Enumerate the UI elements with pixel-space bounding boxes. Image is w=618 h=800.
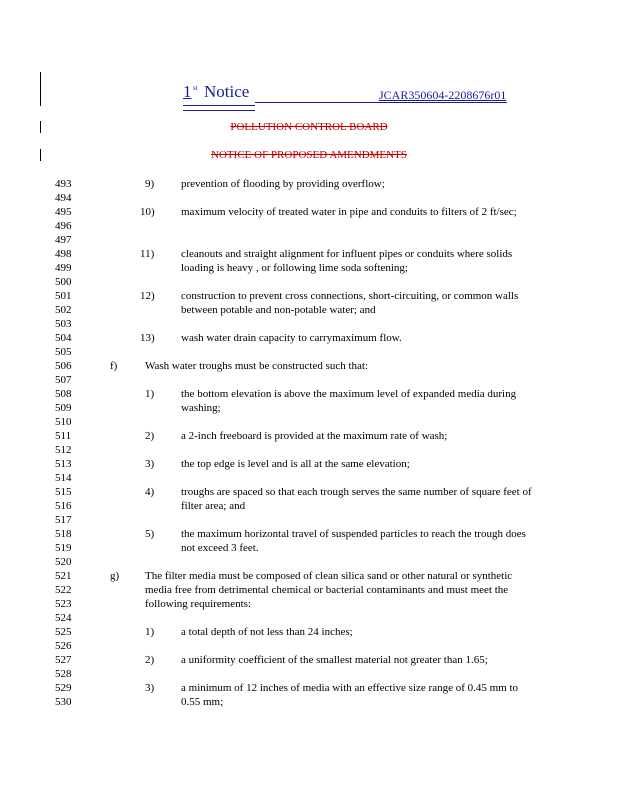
line-number: 515 (55, 486, 72, 498)
line-number: 518 (55, 528, 72, 540)
line-number: 493 (55, 178, 72, 190)
section-marker: f) (110, 360, 118, 372)
line-number: 517 (55, 514, 72, 526)
line-number: 497 (55, 234, 72, 246)
notice-number: 1 (183, 82, 192, 101)
header-double-underline (183, 105, 255, 111)
item-marker: 1) (145, 388, 155, 400)
section-text: Wash water troughs must be constructed such that: (145, 360, 369, 372)
notice-header (183, 82, 523, 112)
item-marker: 11) (140, 248, 155, 260)
line-number: 530 (55, 696, 72, 708)
line-number: 511 (55, 430, 72, 442)
line-number: 495 (55, 206, 72, 218)
item-marker: 1) (145, 626, 155, 638)
item-marker: 3) (145, 682, 155, 694)
line-number: 519 (55, 542, 72, 554)
item-text: prevention of flooding by providing overflow; (181, 178, 385, 190)
notice-superscript: st (193, 84, 198, 92)
item-text: a minimum of 12 inches of media with an effective size range of 0.45 mm to 0.55 mm; (181, 682, 519, 708)
line-number: 513 (55, 458, 72, 470)
item-text: the top edge is level and is all at the same elevation; (181, 458, 410, 470)
item-marker: 9) (145, 178, 155, 190)
item-marker: 3) (145, 458, 155, 470)
item-marker: 13) (140, 332, 155, 344)
item-text: troughs are spaced so that each trough serves the same number of square feet of filter area; and (181, 486, 532, 512)
line-number: 505 (55, 346, 72, 358)
doc-code: JCAR350604-2208676r01 (379, 88, 507, 102)
item-marker: 12) (140, 290, 155, 302)
item-text: wash water drain capacity to carrymaximum flow. (181, 332, 402, 344)
line-number: 528 (55, 668, 72, 680)
line-number: 506 (55, 360, 72, 372)
item-text: a total depth of not less than 24 inches; (181, 626, 353, 638)
line-number: 526 (55, 640, 72, 652)
item-text: cleanouts and straight alignment for influent pipes or conduits where solids loading is heavy , or following lime soda softening; (181, 248, 513, 274)
revision-bar (40, 72, 41, 106)
line-number: 508 (55, 388, 72, 400)
line-number: 512 (55, 444, 72, 456)
section-text: The filter media must be composed of clean silica sand or other natural or synthetic media free from detrimental chemical or bacterial contaminants and must meet the following requirements: (145, 570, 513, 610)
line-number: 527 (55, 654, 72, 666)
notice-title: Notice (204, 82, 250, 101)
line-number: 496 (55, 220, 72, 232)
line-number: 499 (55, 262, 72, 274)
item-marker: 2) (145, 654, 155, 666)
line-number: 516 (55, 500, 72, 512)
item-text: a uniformity coefficient of the smallest material not greater than 1.65; (181, 654, 488, 666)
item-text: the bottom elevation is above the maximum level of expanded media during washing; (181, 388, 517, 414)
line-number: 524 (55, 612, 72, 624)
line-number: 501 (55, 290, 72, 302)
deleted-notice-heading: NOTICE OF PROPOSED AMENDMENTS (211, 149, 407, 161)
line-number: 520 (55, 556, 72, 568)
item-text: maximum velocity of treated water in pipe and conduits to filters of 2 ft/sec; (181, 206, 517, 218)
line-number: 494 (55, 192, 72, 204)
line-number: 529 (55, 682, 72, 694)
line-number: 509 (55, 402, 72, 414)
item-marker: 2) (145, 430, 155, 442)
item-marker: 5) (145, 528, 155, 540)
line-number: 521 (55, 570, 72, 582)
deleted-board-heading: POLLUTION CONTROL BOARD (230, 121, 388, 133)
section-marker: g) (110, 570, 120, 582)
line-number: 502 (55, 304, 72, 316)
line-number: 500 (55, 276, 72, 288)
line-number: 522 (55, 584, 72, 596)
line-number: 514 (55, 472, 72, 484)
line-number: 507 (55, 374, 72, 386)
item-text: the maximum horizontal travel of suspended particles to reach the trough does not exceed 3 feet. (181, 528, 526, 554)
line-number: 503 (55, 318, 72, 330)
line-number: 510 (55, 416, 72, 428)
item-text: a 2-inch freeboard is provided at the maximum rate of wash; (181, 430, 448, 442)
line-number: 498 (55, 248, 72, 260)
item-text: construction to prevent cross connections, short-circuiting, or common walls between potable and non-potable water; and (181, 290, 519, 316)
line-number: 504 (55, 332, 72, 344)
line-number: 525 (55, 626, 72, 638)
line-number: 523 (55, 598, 72, 610)
item-marker: 10) (140, 206, 155, 218)
item-marker: 4) (145, 486, 155, 498)
